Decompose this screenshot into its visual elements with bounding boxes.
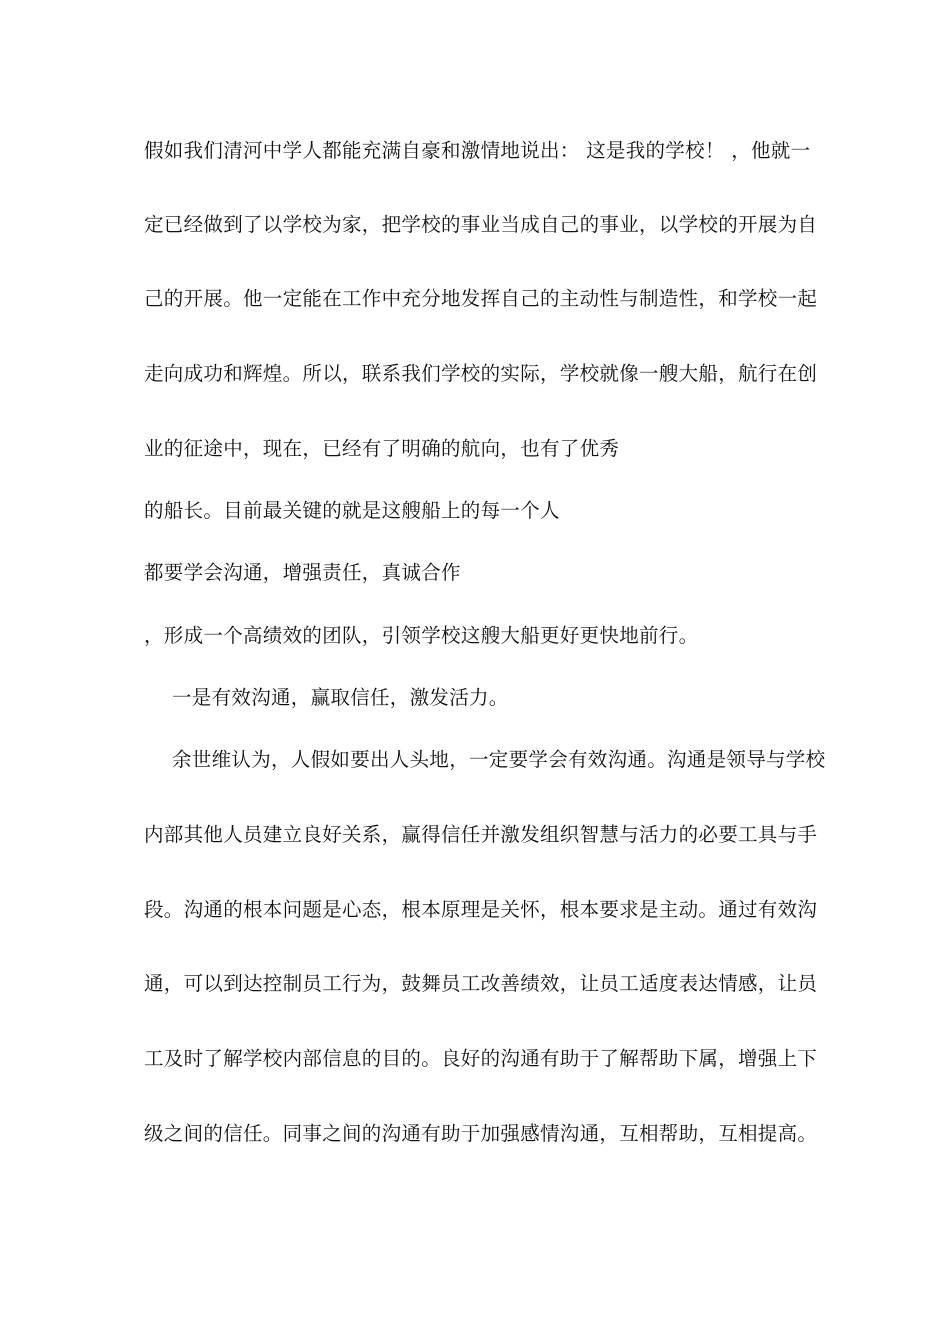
paragraph-line: 级之间的信任。同事之间的沟通有助于加强感情沟通，互相帮助，互相提高。: [144, 1122, 818, 1145]
paragraph-line: 走向成功和辉煌。所以，联系我们学校的实际，学校就像一艘大船，航行在创: [144, 362, 818, 385]
paragraph-line: 定已经做到了以学校为家，把学校的事业当成自己的事业，以学校的开展为自: [144, 213, 818, 236]
paragraph-line: 己的开展。他一定能在工作中充分地发挥自己的主动性与制造性，和学校一起: [144, 287, 818, 310]
paragraph-line: 都要学会沟通，增强责任，真诚合作: [144, 561, 461, 584]
paragraph-line: 假如我们清河中学人都能充满自豪和激情地说出： 这是我的学校！ ，他就一: [144, 139, 811, 162]
paragraph-line: ，形成一个高绩效的团队，引领学校这艘大船更好更快地前行。: [144, 624, 699, 647]
section-heading: 一是有效沟通，赢取信任，激发活力。: [172, 686, 509, 709]
paragraph-line: 的船长。目前最关键的就是这艘船上的每一个人: [144, 499, 560, 522]
paragraph-line: 内部其他人员建立良好关系，赢得信任并激发组织智慧与活力的必要工具与手: [144, 823, 818, 846]
paragraph-line: 段。沟通的根本问题是心态，根本原理是关怀，根本要求是主动。通过有效沟: [144, 898, 818, 921]
paragraph-line: 通，可以到达控制员工行为，鼓舞员工改善绩效，让员工适度表达情感，让员: [144, 972, 818, 995]
paragraph-line: 余世维认为，人假如要出人头地，一定要学会有效沟通。沟通是领导与学校: [172, 748, 826, 771]
paragraph-line: 工及时了解学校内部信息的目的。良好的沟通有助于了解帮助下属，增强上下: [144, 1047, 818, 1070]
paragraph-line: 业的征途中，现在，已经有了明确的航向，也有了优秀: [144, 437, 620, 460]
